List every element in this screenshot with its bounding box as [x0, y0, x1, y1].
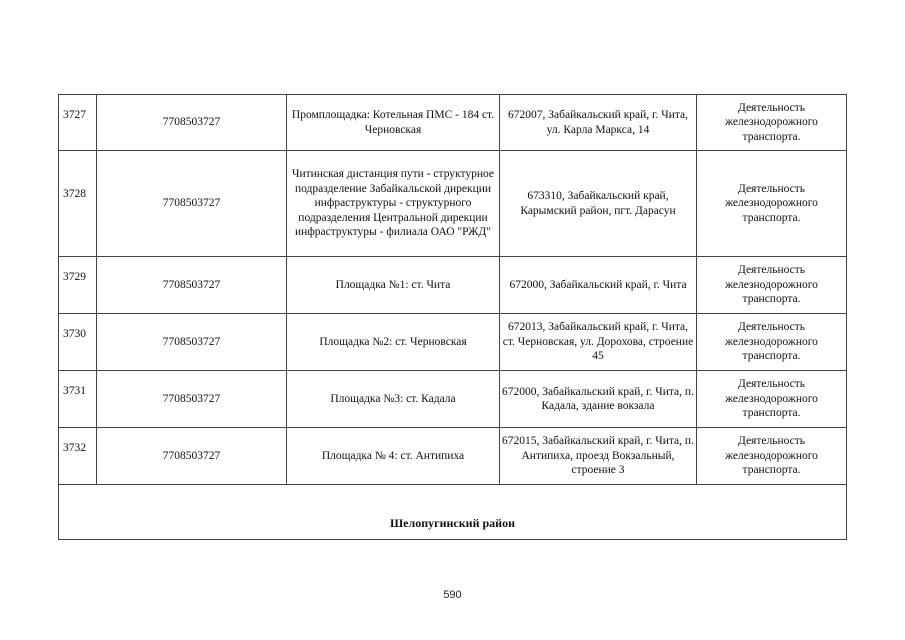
table-row: [59, 95, 847, 151]
address-cell: 672015, Забайкальский край, г. Чита, п. Антипиха, проезд Вокзальный, строение 3: [500, 428, 697, 485]
object-cell: Площадка №2: ст. Черновская: [287, 314, 500, 371]
table-row: [59, 428, 847, 485]
row-number: 3732: [59, 428, 97, 485]
inn-cell: 7708503727: [97, 151, 287, 257]
section-title: Шелопугинский район: [59, 485, 847, 540]
table-row: [59, 314, 847, 371]
address-cell: 672000, Забайкальский край, г. Чита: [500, 257, 697, 314]
inn-cell: 7708503727: [97, 371, 287, 428]
row-number: 3730: [59, 314, 97, 371]
row-number: 3727: [59, 95, 97, 151]
inn-cell: 7708503727: [97, 257, 287, 314]
registry-table-container: [58, 94, 847, 540]
object-cell: Площадка №1: ст. Чита: [287, 257, 500, 314]
object-cell: Площадка № 4: ст. Антипиха: [287, 428, 500, 485]
activity-cell: Деятельность железнодорожного транспорта.: [697, 95, 847, 151]
row-number: 3728: [59, 151, 97, 257]
address-cell: 672013, Забайкальский край, г. Чита, ст. Черновская, ул. Дорохова, строение 45: [500, 314, 697, 371]
activity-cell: Деятельность железнодорожного транспорта.: [697, 314, 847, 371]
activity-cell: Деятельность железнодорожного транспорта.: [697, 151, 847, 257]
activity-cell: Деятельность железнодорожного транспорта.: [697, 371, 847, 428]
table-row: [59, 151, 847, 257]
address-cell: 672000, Забайкальский край, г. Чита, п. Кадала, здание вокзала: [500, 371, 697, 428]
address-cell: 672007, Забайкальский край, г. Чита, ул. Карла Маркса, 14: [500, 95, 697, 151]
inn-cell: 7708503727: [97, 314, 287, 371]
object-cell: Читинская дистанция пути - структурное подразделение Забайкальской дирекции инфраструктуры - структурного подразделения Центральной дирекции инфраструктуры - филиала ОАО "РЖД": [287, 151, 500, 257]
row-number: 3729: [59, 257, 97, 314]
activity-cell: Деятельность железнодорожного транспорта.: [697, 257, 847, 314]
table-row: [59, 257, 847, 314]
registry-table: [58, 94, 847, 540]
section-row: [59, 485, 847, 540]
object-cell: Площадка №3: ст. Кадала: [287, 371, 500, 428]
inn-cell: 7708503727: [97, 428, 287, 485]
page-number: 590: [443, 589, 462, 601]
object-cell: Промплощадка: Котельная ПМС - 184 ст. Черновская: [287, 95, 500, 151]
row-number: 3731: [59, 371, 97, 428]
address-cell: 673310, Забайкальский край, Карымский район, пгт. Дарасун: [500, 151, 697, 257]
inn-cell: 7708503727: [97, 95, 287, 151]
table-row: [59, 371, 847, 428]
activity-cell: Деятельность железнодорожного транспорта.: [697, 428, 847, 485]
